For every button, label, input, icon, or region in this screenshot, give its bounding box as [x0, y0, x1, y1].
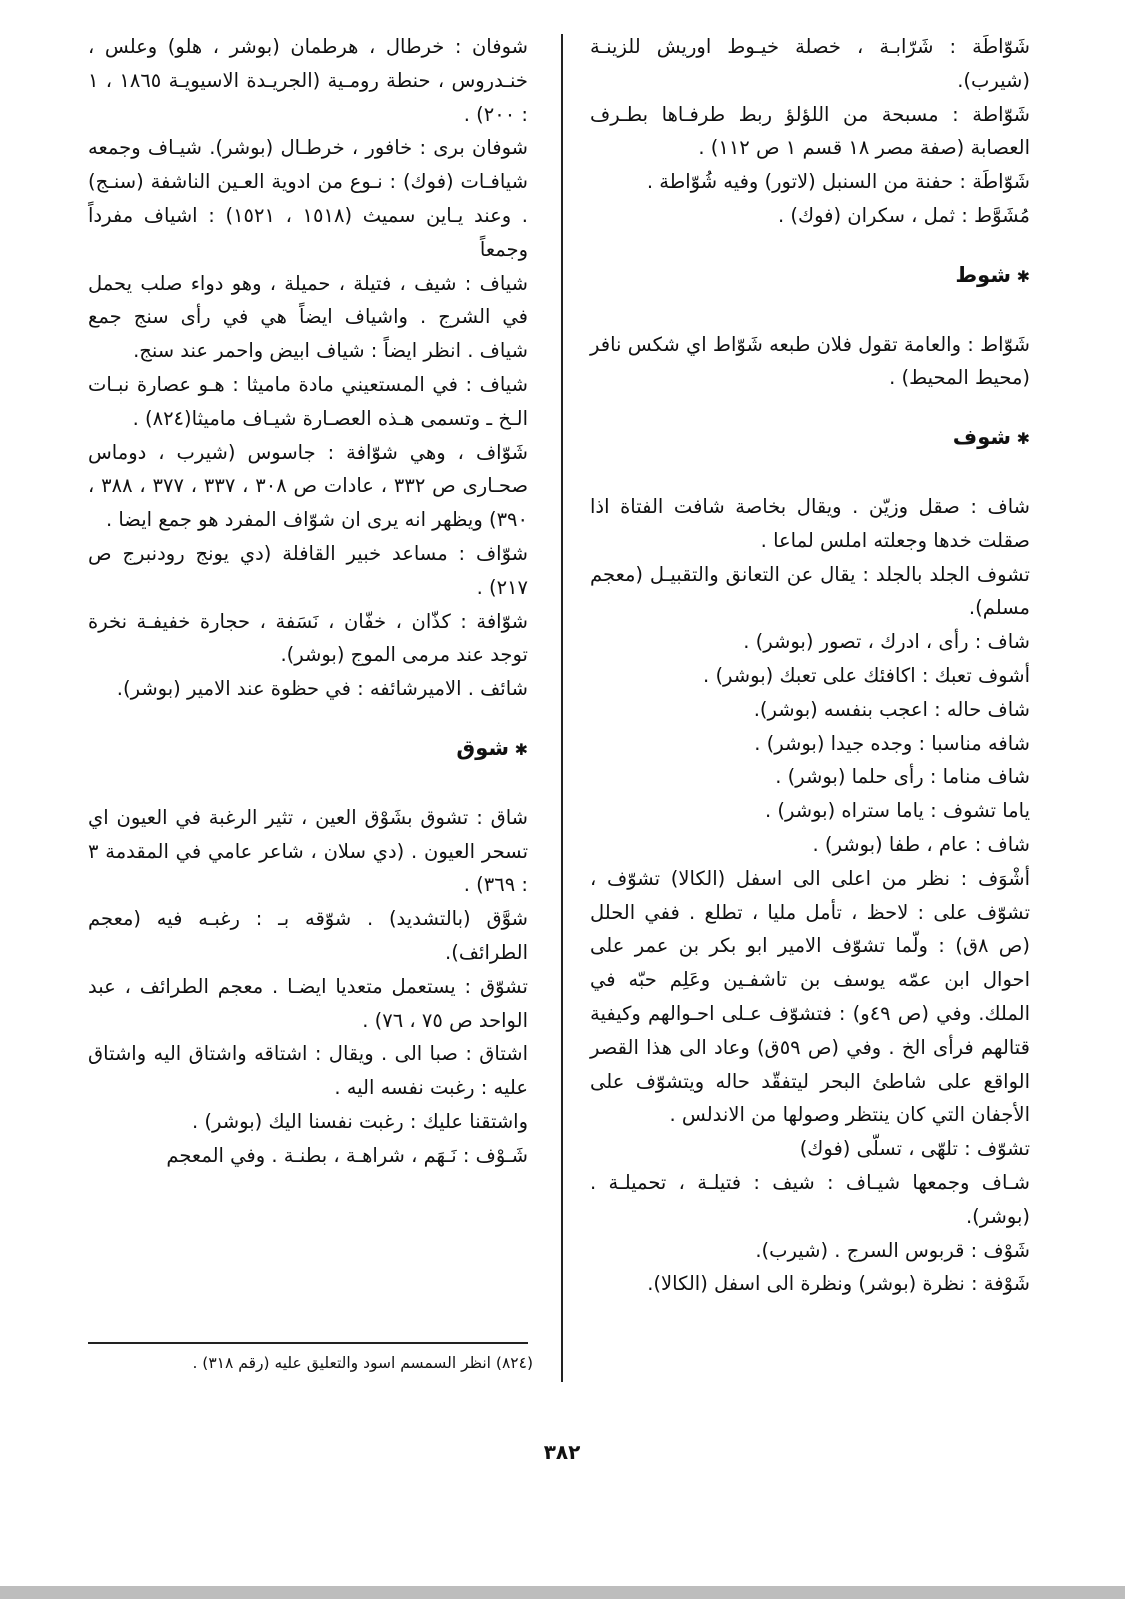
entry: تشوف الجلد بالجلد : يقال عن التعانق والتقبيـل (معجم مسلم).: [590, 562, 1030, 620]
entry: اشتاق : صبا الى . ويقال : اشتاقه واشتاق اليه واشتاق عليه : رغبت نفسه اليه .: [88, 1042, 528, 1100]
entry: شاف : عام ، طفا (بوشر) .: [812, 832, 1030, 856]
entry: شَوّاطَة : حفنة من السنبل (لاتور) وفيه شُوّاطة .: [646, 170, 1030, 194]
right-column: [590, 30, 1030, 1301]
entry: شوفان برى : خافور ، خرطـال (بوشر). شيـاف وجمعه شيافـات (فوك) : نـوع من ادوية العـين الناشفة (سنـج) . وعند يـاين سميث (١٥١٨ ، ١٥٢١) : اشياف مفرداً وجمعاً: [88, 136, 528, 261]
entry: شوّافة : كذّان ، خفّان ، نَسَفة ، حجارة خفيفـة نخرة توجد عند مرمى الموج (بوشر).: [88, 609, 528, 667]
entry: أشوف تعبك : اكافئك على تعبك (بوشر) .: [703, 663, 1030, 687]
entry: شاف مناما : رأى حلما (بوشر) .: [775, 765, 1030, 789]
entry: شَوْفة : نظرة (بوشر) ونظرة الى اسفل (الكالا).: [647, 1272, 1030, 1296]
entry: شياف : شيف ، فتيلة ، حميلة ، وهو دواء صلب يحمل في الشرج . واشياف ايضاً هي في رأى سنج جمع شياف . انظر ايضاً : شياف ابيض واحمر عند سنج.: [88, 271, 528, 363]
left-column: [88, 30, 528, 1173]
entry: شَوْف : قربوس السرج . (شيرب).: [755, 1238, 1030, 1262]
spacer: [590, 294, 1030, 328]
footnote-rule: [88, 1342, 528, 1344]
entry: شياف : في المستعيني مادة ماميثا : هـو عصارة نبـات الـخ ـ وتسمى هـذه العصـارة شيـاف ماميثا(٨٢٤) .: [88, 372, 528, 430]
entry: شاف حاله : اعجب بنفسه (بوشر).: [753, 697, 1030, 721]
spacer: [590, 456, 1030, 490]
entry: شَوّاطة : مسبحة من اللؤلؤ ربط طرفـاها بطـرف العصابة (صفة مصر ١٨ قسم ١ ص ١١٢) .: [590, 102, 1030, 160]
entry: شـاف وجمعها شيـاف : شيف : فتيلـة ، تحميلـة . (بوشر).: [590, 1170, 1030, 1228]
section-heading-shwt: ✱ شوط: [590, 259, 1030, 294]
entry: أشْوَف : نظر من اعلى الى اسفل (الكالا) تشوّف ، تشوّف على : لاحظ ، تأمل مليا ، تطلع . ففي الحلل (ص ٨ق) : ولّما تشوّف الامير ابو بكر بن عمر على احوال ابن عمّه يوسف بن تاشفـين وعَلِم حبّه في الملك. وفي (ص ٤٩و) : فتشوّف عـلى احـوالهم وكيفية قتالهم فرأى الخ . وفي (ص ٥٩ق) وعاد الى هذا القصر الواقع على شاطئ البحر ليتفقّد حاله ويتشوّف على الأجفان التي كان ينتظر وصولها من الاندلس .: [590, 866, 1031, 1127]
entry: شوّاف : مساعد خبير القافلة (دي يونج رودنبرج ص ٢١٧) .: [88, 541, 528, 599]
scan-bottom-edge: [0, 1586, 1125, 1599]
entry: تشوّف : تلهّى ، تسلّى (فوك): [799, 1137, 1030, 1161]
entry: شاف : صقل وزيّن . ويقال بخاصة شافت الفتاة اذا صقلت خدها وجعلته املس لماعا .: [590, 494, 1030, 552]
entry: شاف : رأى ، ادرك ، تصور (بوشر) .: [743, 630, 1030, 654]
entry: شَوّاط : والعامة تقول فلان طبعه شَوّاط اي شكس نافر (محيط المحيط) .: [590, 332, 1030, 390]
spacer: [590, 233, 1030, 259]
entry: تشوّق : يستعمل متعديا ايضـا . معجم الطرائف ، عبد الواحد ص ٧٥ ، ٧٦) .: [88, 974, 528, 1032]
entry: واشتقنا عليك : رغبت نفسنا اليك (بوشر) .: [192, 1109, 528, 1133]
column-divider: [561, 34, 563, 1382]
footnote: (٨٢٤) انظر السمسم اسود والتعليق عليه (رقم ٣١٨) .: [192, 1354, 533, 1372]
section-heading-shwq: ✱ شوق: [88, 732, 528, 767]
entry: ياما تشوف : ياما ستراه (بوشر) .: [764, 799, 1030, 823]
entry: شوفان : خرطال ، هرطمان (بوشر ، هلو) وعلس ، خنـدروس ، حنطة رومـية (الجريـدة الاسيويـة ١٨٦٥ ، ١ : ٢٠٠) .: [88, 35, 528, 126]
entry: شَوّاطَة : شَرّابـة ، خصلة خيـوط اوريش للزينـة (شيرب).: [590, 35, 1030, 92]
entry: شَـوْف : نَـهَم ، شراهـة ، بطنـة . وفي المعجم: [166, 1143, 528, 1167]
section-heading-shwf: ✱ شوف: [590, 421, 1030, 456]
spacer: [88, 767, 528, 801]
entry: شائف . الاميرشائفه : في حظوة عند الامير (بوشر).: [116, 677, 528, 701]
entry: مُشَوَّط : ثمل ، سكران (فوك) .: [778, 203, 1030, 227]
page-number: ٣٨٢: [543, 1440, 581, 1464]
spacer: [590, 395, 1030, 421]
entry: شافه مناسبا : وجده جيدا (بوشر) .: [754, 731, 1030, 755]
entry: شَوّاف ، وهي شوّافة : جاسوس (شيرب ، دوماس صحـارى ص ٣٣٢ ، عادات ص ٣٠٨ ، ٣٣٧ ، ٣٧٧ ، ٣٨٨ ، ٣٩٠) ويظهر انه يرى ان شوّاف المفرد هو جمع ايضا .: [88, 440, 528, 532]
entry: شاق : تشوق بشَوْق العين ، تثير الرغبة في العيون اي تسحر العيون . (دي سلان ، شاعر عامي في المقدمة ٣ : ٣٦٩) .: [88, 805, 528, 897]
entry: شوَّق (بالتشديد) . شوّقه بـ : رغبـه فيه (معجم الطرائف).: [88, 907, 528, 964]
spacer: [88, 706, 528, 732]
